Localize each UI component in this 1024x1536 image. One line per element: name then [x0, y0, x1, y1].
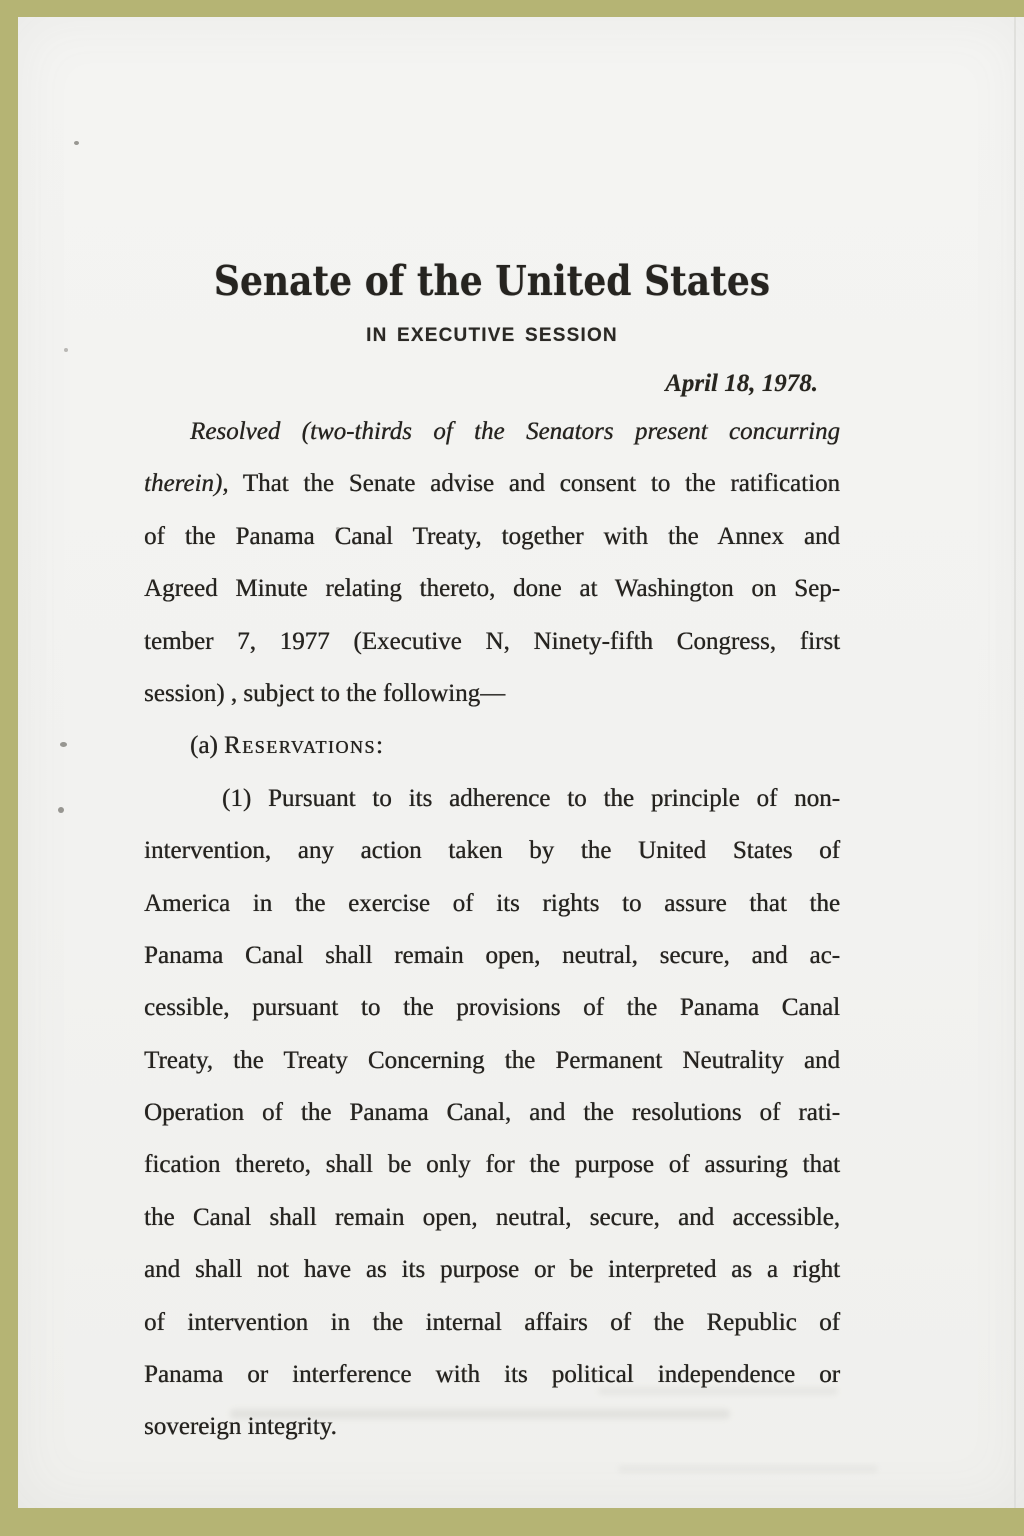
text-segment: Reservations:	[224, 732, 385, 760]
text-line	[144, 1244, 840, 1296]
text-line	[144, 930, 840, 982]
text-segment: America in the exercise of its rights to assure that the	[144, 889, 840, 917]
text-line	[144, 511, 840, 563]
text-line	[144, 1192, 840, 1244]
text-line	[144, 1035, 840, 1087]
text-line	[144, 825, 840, 877]
text-segment: Treaty, the Treaty Concerning the Permanent Neutrality and	[144, 1046, 840, 1074]
text-line	[144, 616, 840, 668]
text-segment: Panama Canal shall remain open, neutral, secure, and ac-	[144, 941, 840, 969]
text-line	[144, 982, 840, 1034]
dust-speck	[336, 527, 340, 530]
text-segment: (1) Pursuant to its adherence to the principle of non-	[222, 784, 840, 812]
page-title: Senate of the United States	[213, 257, 771, 305]
text-segment: (a)	[190, 732, 224, 760]
date-line	[144, 367, 840, 401]
text-line	[144, 1087, 840, 1139]
text-line	[144, 720, 840, 772]
bleedthrough-smudge	[230, 1409, 730, 1419]
text-segment: Operation of the Panama Canal, and the resolutions of rati-	[144, 1099, 840, 1127]
date-text: April 18, 1978.	[665, 370, 818, 397]
text-segment: intervention, any action taken by the United States of	[144, 837, 840, 865]
text-segment: the Canal shall remain open, neutral, secure, and accessible,	[144, 1203, 840, 1231]
text-segment: cessible, pursuant to the provisions of the Panama Canal	[144, 994, 840, 1022]
dust-speck	[74, 141, 79, 145]
text-line	[144, 458, 840, 510]
body-lines	[144, 406, 840, 1454]
text-segment: Agreed Minute relating thereto, done at Washington on Sep-	[144, 575, 840, 603]
bleedthrough-smudge	[598, 1387, 838, 1395]
text-line	[144, 1139, 840, 1191]
text-segment: session) , subject to the following—	[144, 679, 506, 707]
text-line	[144, 878, 840, 930]
text-segment: That the Senate advise and consent to the ratification	[228, 470, 840, 498]
dust-speck	[60, 742, 67, 747]
text-segment: and shall not have as its purpose or be interpreted as a right	[144, 1256, 840, 1284]
text-segment: Panama or interference with its political independence or	[144, 1361, 840, 1389]
text-segment: therein),	[144, 470, 229, 498]
bleedthrough-smudge	[618, 1465, 878, 1473]
dust-speck	[64, 348, 68, 352]
text-segment: tember 7, 1977 (Executive N, Ninety-fifth Congress, first	[144, 627, 840, 655]
text-line	[144, 773, 840, 825]
text-segment: of the Panama Canal Treaty, together with the Annex and	[144, 522, 840, 550]
text-line	[144, 668, 840, 720]
document-page	[18, 17, 1024, 1508]
text-line	[144, 406, 840, 458]
scan-edge-line	[1014, 17, 1016, 1508]
session-heading: IN EXECUTIVE SESSION	[366, 325, 618, 346]
text-line	[144, 1297, 840, 1349]
text-segment: fication thereto, shall be only for the purpose of assuring that	[144, 1151, 840, 1179]
dust-speck	[58, 807, 64, 813]
text-segment: Resolved (two-thirds of the Senators present concurring	[190, 418, 840, 445]
text-line	[144, 563, 840, 615]
text-segment: of intervention in the internal affairs of the Republic of	[144, 1308, 840, 1336]
text-segment: sovereign integrity.	[144, 1413, 337, 1441]
